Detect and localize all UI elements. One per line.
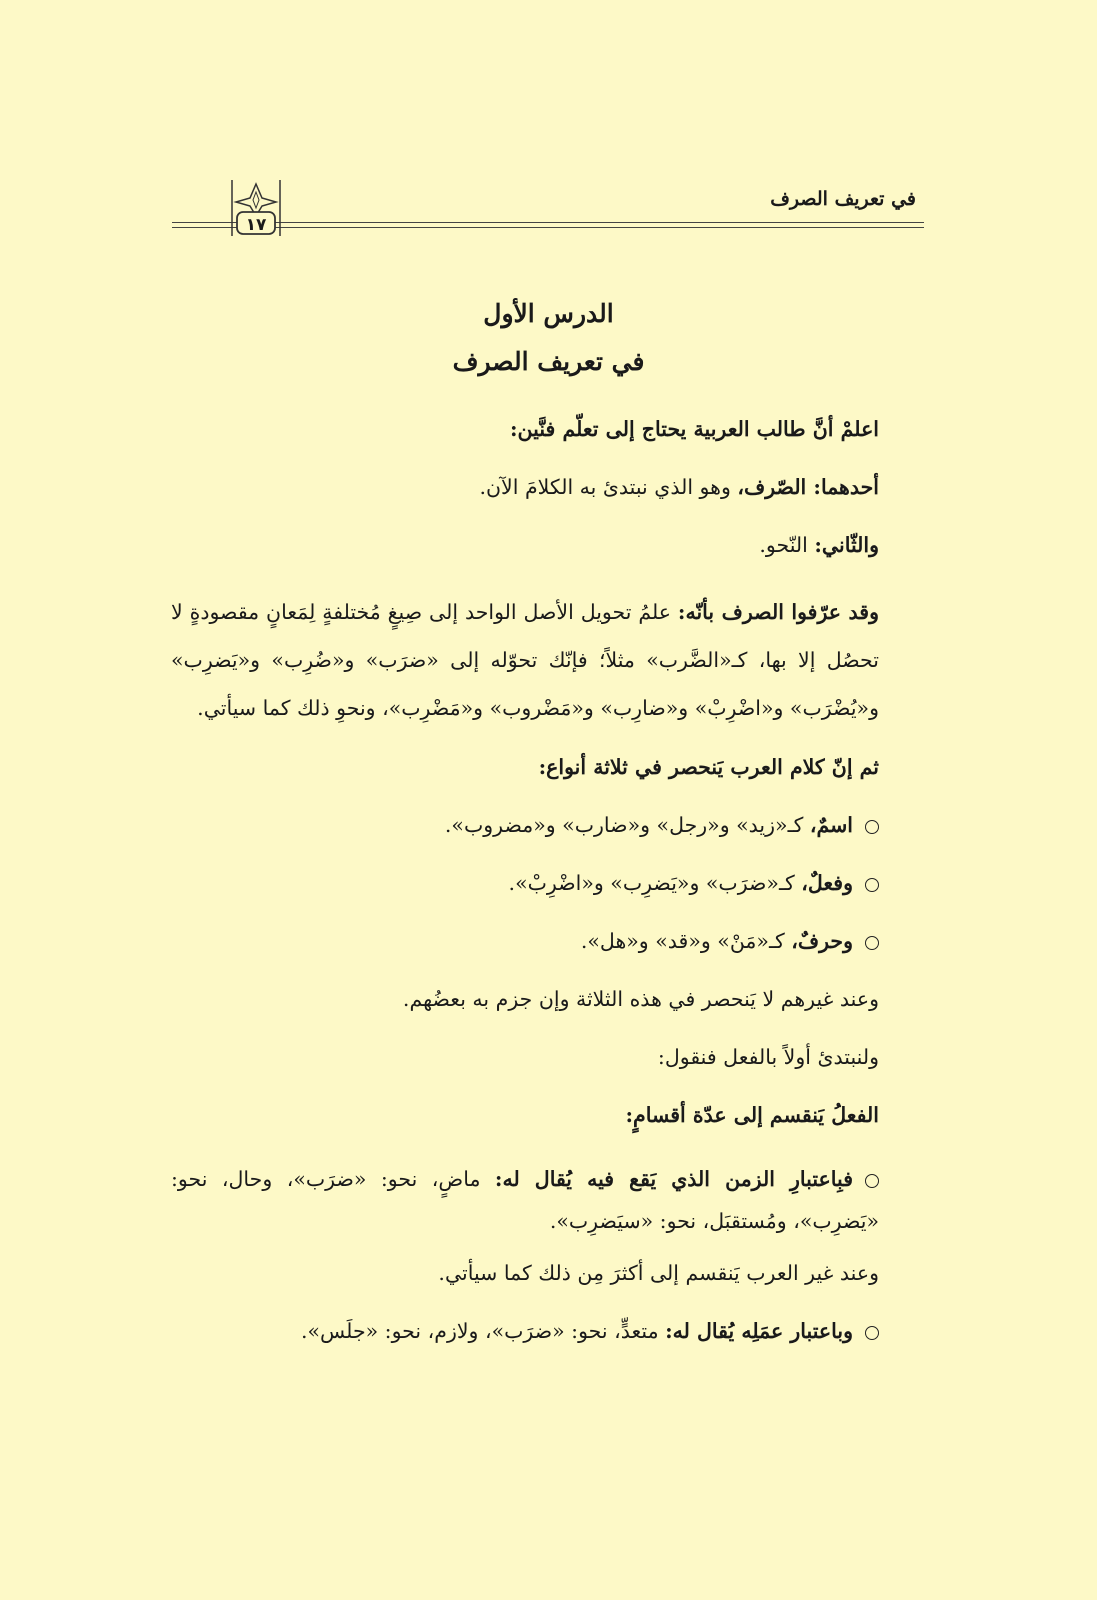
paragraph-first-art xyxy=(171,472,921,502)
word-types-text: ثم إنّ كلام العرب يَنحصر في ثلاثة أنواع: xyxy=(538,755,879,779)
intro-text: اعلمْ أنَّ طالب العربية يحتاج إلى تعلّم فنَّين: xyxy=(509,417,879,441)
paragraph-word-types xyxy=(171,752,921,782)
list-item-noun xyxy=(171,810,921,840)
list-item-verb xyxy=(171,868,921,898)
verb-text: كـ«ضرَب» و«يَضرِب» و«اضْرِبْ». xyxy=(508,871,802,895)
second-art-text: النّحو. xyxy=(759,533,815,557)
paragraph-begin-verb xyxy=(171,1042,921,1072)
transitivity-label: وباعتبار عمَلِه يُقال له: xyxy=(665,1319,853,1343)
particle-label: وحرفٌ، xyxy=(791,929,853,953)
header-rule-inner xyxy=(172,227,924,228)
paragraph-non-arabs xyxy=(171,1258,921,1288)
header-rule xyxy=(172,222,924,223)
paragraph-others xyxy=(171,984,921,1014)
first-art-text: وهو الذي نبتدئ به الكلامَ الآن. xyxy=(479,475,738,499)
tense-text: ماضٍ، نحو: «ضرَب»، وحال، نحو: «يَضرِب»، ومُستقبَل، نحو: «سيَضرِب». xyxy=(171,1167,879,1233)
lesson-subtitle: في تعريف الصرف xyxy=(452,347,645,376)
bullet-circle-icon xyxy=(865,1174,879,1188)
bullet-circle-icon xyxy=(865,1326,879,1340)
second-art-label: والثّاني: xyxy=(814,533,879,557)
bullet-circle-icon xyxy=(865,820,879,834)
verb-label: وفعلٌ، xyxy=(801,871,853,895)
list-item-transitivity xyxy=(171,1316,921,1346)
particle-text: كـ«مَنْ» و«قد» و«هل». xyxy=(580,929,792,953)
noun-text: كـ«زيد» و«رجل» و«ضارب» و«مضروب». xyxy=(444,813,810,837)
bullet-circle-icon xyxy=(865,878,879,892)
body-text xyxy=(171,414,921,1374)
non-arabs-text: وعند غير العرب يَنقسم إلى أكثرَ مِن ذلك كما سيأتي. xyxy=(438,1261,879,1285)
page-header xyxy=(172,178,924,238)
tense-label: فبِاعتبارِ الزمن الذي يَقع فيه يُقال له: xyxy=(494,1167,853,1191)
lesson-title-block xyxy=(0,290,1097,386)
paragraph-verb-divisions xyxy=(171,1100,921,1130)
verb-divisions-text: الفعلُ يَنقسم إلى عدّة أقسامٍ: xyxy=(625,1103,879,1127)
first-art-label: أحدهما: الصّرف، xyxy=(737,475,879,499)
paragraph-second-art xyxy=(171,530,921,560)
definition-text: علمُ تحويل الأصل الواحد إلى صِيغٍ مُختلفةٍ لِمَعانٍ مقصودةٍ لا تحصُل إلا بها، كـ«الضَّرب» مثلاً؛ فإنّك تحوّله إلى «ضرَب» و«ضُرِب» و«يَضرِب» و«يُضْرَب» و«اضْرِبْ» و«ضارِب» و«مَضْروب» و«مَضْرِب»، ونحوِ ذلك كما سيأتي. xyxy=(171,600,879,720)
transitivity-text: متعدٍّ، نحو: «ضرَب»، ولازم، نحو: «جلَس». xyxy=(300,1319,666,1343)
begin-verb-text: ولنبتدئ أولاً بالفعل فنقول: xyxy=(657,1045,879,1069)
list-item-particle xyxy=(171,926,921,956)
definition-label: وقد عرّفوا الصرف بأنّه: xyxy=(677,600,879,624)
paragraph-definition xyxy=(171,588,921,732)
running-title: في تعريف الصرف xyxy=(770,188,916,210)
others-text: وعند غيرهم لا يَنحصر في هذه الثلاثة وإن جزم به بعضُهم. xyxy=(402,987,879,1011)
lesson-title: الدرس الأول xyxy=(483,299,614,328)
page-number: ١٧ xyxy=(245,215,267,235)
list-item-tense xyxy=(171,1158,921,1242)
bullet-circle-icon xyxy=(865,936,879,950)
noun-label: اسمٌ، xyxy=(809,813,853,837)
paragraph-intro xyxy=(171,414,921,444)
